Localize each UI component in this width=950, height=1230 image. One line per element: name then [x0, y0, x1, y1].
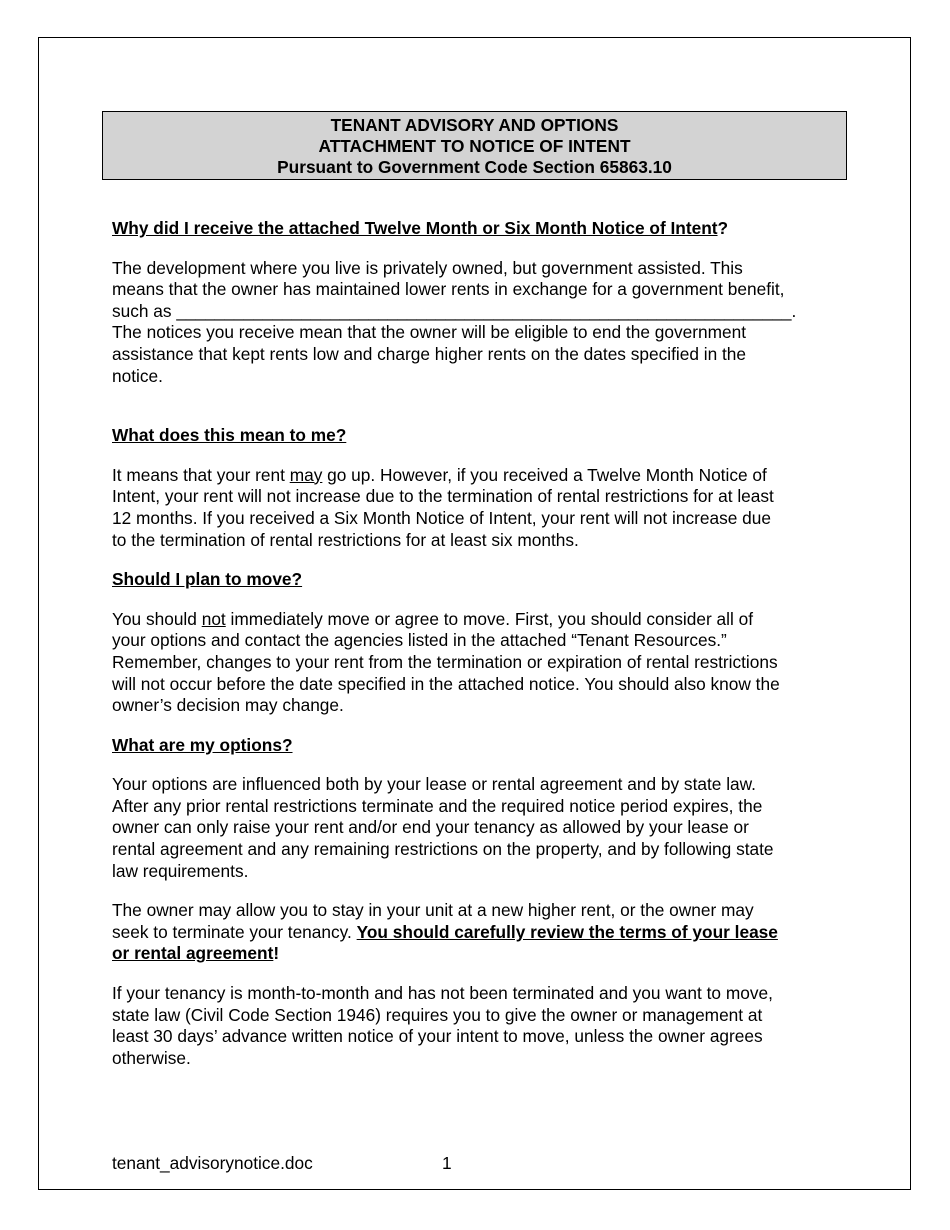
text-run: You should [112, 608, 202, 629]
section-heading-why-notice [112, 218, 852, 240]
emphasis-text: not [201, 608, 226, 629]
heading-text: Should I plan to move? [112, 569, 303, 590]
text-line: rental agreement and any remaining restrictions on the property, and by following state [112, 839, 774, 860]
text-run: seek to terminate your tenancy. [112, 921, 357, 942]
header-title: TENANT ADVISORY AND OPTIONS [330, 115, 619, 135]
heading-text: Why did I receive the attached Twelve Month or Six Month Notice of Intent [112, 218, 718, 238]
text-line: The owner may allow you to stay in your unit at a new higher rent, or the owner may [112, 900, 754, 921]
paragraph-why-notice [112, 258, 852, 388]
header-subtitle: ATTACHMENT TO NOTICE OF INTENT [318, 136, 631, 156]
text-run: immediately move or agree to move. First, you should consider all of [225, 608, 754, 629]
text-run: It means that your rent [112, 464, 290, 485]
section-heading-meaning [112, 425, 852, 447]
text-line: The notices you receive mean that the owner will be eligible to end the government [112, 322, 747, 343]
text-line: Remember, changes to your rent from the termination or expiration of rental restrictions [112, 651, 778, 672]
document-header-box [102, 111, 847, 180]
paragraph-options-stay [112, 900, 852, 965]
text-line: state law (Civil Code Section 1946) requires you to give the owner or management at [112, 1004, 763, 1025]
section-heading-plan-move [112, 569, 852, 591]
footer-page-number: 1 [442, 1153, 452, 1173]
emphasis-text: may [289, 464, 323, 485]
warning-text: or rental agreement [112, 943, 274, 964]
text-line: your options and contact the agencies listed in the attached “Tenant Resources.” [112, 630, 727, 651]
text-line: 12 months. If you received a Six Month Notice of Intent, your rent will not increase due [112, 507, 771, 528]
paragraph-meaning [112, 465, 852, 551]
section-heading-options [112, 735, 852, 757]
text-line: means that the owner has maintained lower rents in exchange for a government benefit, [112, 279, 785, 300]
text-run: go up. However, if you received a Twelve Month Notice of [322, 464, 767, 485]
heading-mark: ? [717, 218, 729, 238]
paragraph-options-month-to-month [112, 983, 852, 1069]
text-line: least 30 days’ advance written notice of your intent to move, unless the owner agrees [112, 1026, 763, 1047]
text-line: notice. [112, 365, 163, 386]
warning-mark: ! [273, 943, 280, 964]
text-line: will not occur before the date specified in the attached notice. You should also know the [112, 673, 780, 694]
text-line: to the termination of rental restrictions for at least six months. [112, 529, 579, 550]
text-line: owner’s decision may change. [112, 695, 344, 716]
header-citation: Pursuant to Government Code Section 65863.10 [277, 157, 672, 177]
text-line: owner can only raise your rent and/or end your tenancy as allowed by your lease or [112, 817, 749, 838]
paragraph-plan-move [112, 609, 852, 717]
heading-text: What does this mean to me? [112, 425, 347, 446]
text-line: such as ________________________________________________________________. [112, 300, 797, 321]
text-line: otherwise. [112, 1047, 191, 1068]
heading-text: What are my options? [112, 734, 293, 755]
text-line: The development where you live is privately owned, but government assisted. This [112, 257, 743, 278]
text-line: Intent, your rent will not increase due to the termination of rental restrictions for at least [112, 486, 774, 507]
paragraph-options-law [112, 774, 852, 882]
text-line: Your options are influenced both by your lease or rental agreement and by state law. [112, 774, 756, 795]
text-line: If your tenancy is month-to-month and has not been terminated and you want to move, [112, 983, 773, 1004]
text-line: After any prior rental restrictions terminate and the required notice period expires, the [112, 795, 763, 816]
text-line: law requirements. [112, 860, 249, 881]
warning-text: You should carefully review the terms of your lease [356, 921, 778, 942]
footer-filename: tenant_advisorynotice.doc [112, 1153, 313, 1173]
text-line: assistance that kept rents low and charge higher rents on the dates specified in the [112, 343, 747, 364]
document-body [112, 218, 852, 1069]
